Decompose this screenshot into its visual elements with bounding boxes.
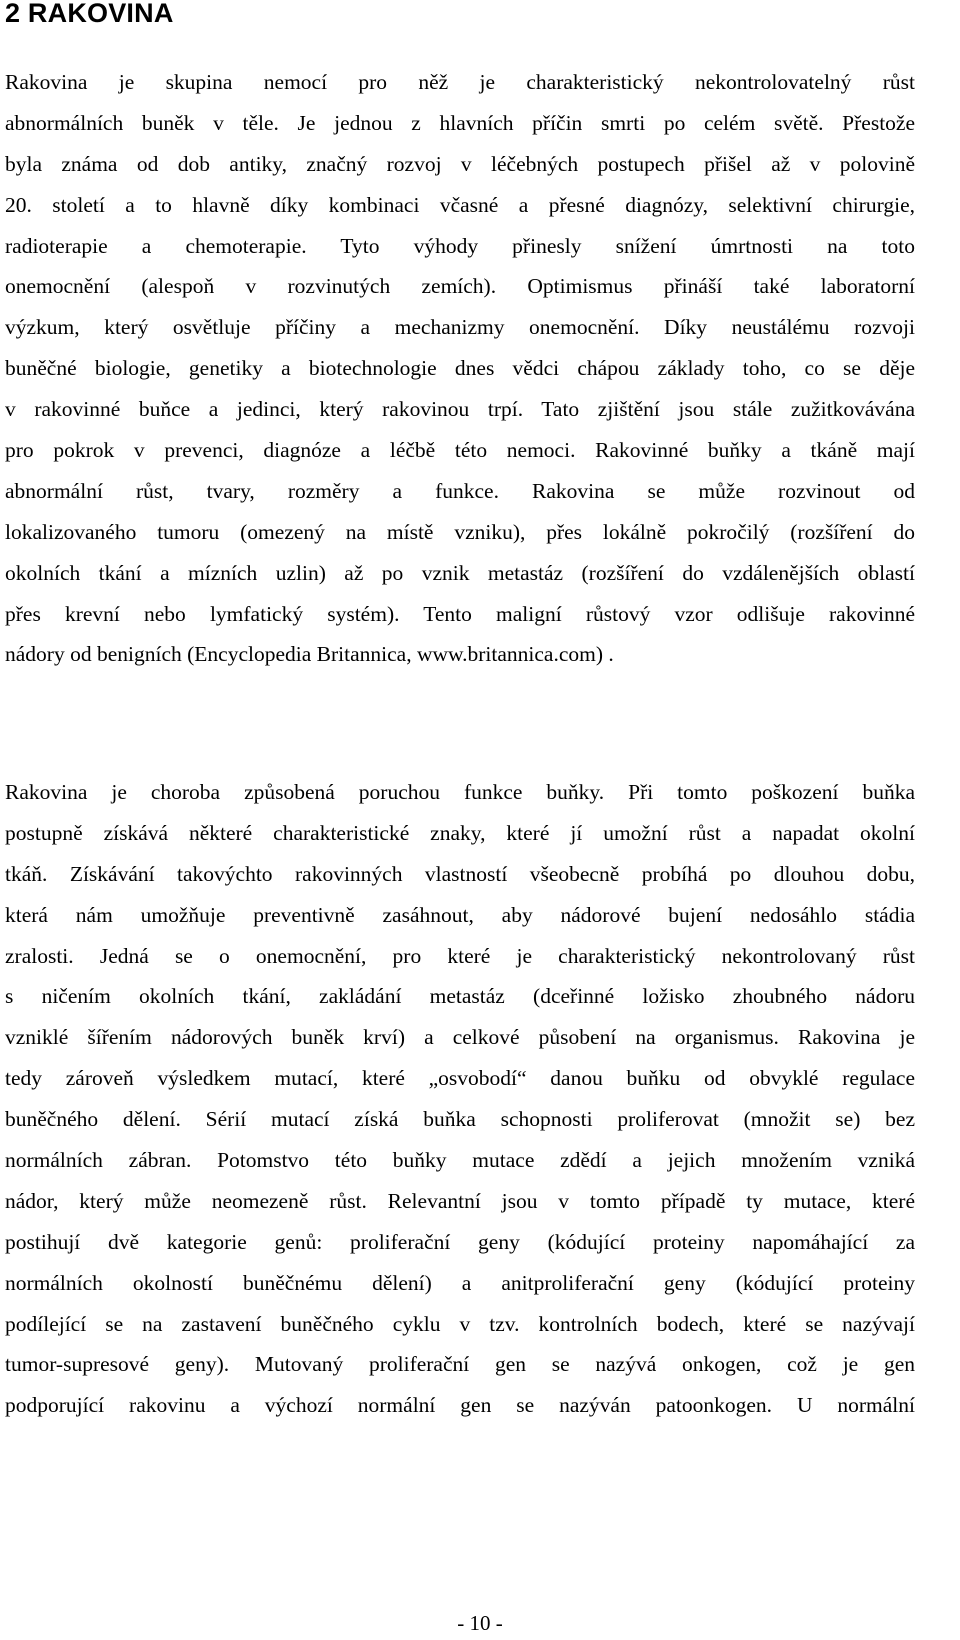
text-line: postupně získává některé charakteristické znaky, které jí umožní růst a napadat okolní (5, 820, 915, 845)
text-line: v rakovinné buňce a jedinci, který rakovinou trpí. Tato zjištění jsou stále zužitkovávána (5, 397, 915, 422)
paragraph-1 (5, 66, 915, 679)
text-line: nádory od benigních (Encyclopedia Britannica, www.britannica.com) . (5, 642, 614, 667)
text-line: postihují dvě kategorie genů: proliferační geny (kódující proteiny napomáhající za (5, 1229, 915, 1254)
text-line: normálních zábran. Potomstvo této buňky mutace zdědí a jejich množením vzniká (5, 1148, 915, 1173)
text-line: buněčného dělení. Sérií mutací získá buňka schopnosti proliferovat (množit se) bez (5, 1107, 915, 1132)
text-line: přes krevní nebo lymfatický systém). Tento maligní růstový vzor odlišuje rakovinné (5, 601, 915, 626)
text-line: podporující rakovinu a výchozí normální gen se nazýván patoonkogen. U normální (5, 1393, 915, 1418)
chapter-heading: 2 RAKOVINA (5, 0, 174, 28)
text-line: onemocnění (alespoň v rozvinutých zemích). Optimismus přináší také laboratorní (5, 274, 915, 299)
text-line: byla známa od dob antiky, značný rozvoj v léčebných postupech přišel až v polovině (5, 151, 915, 176)
text-line: abnormální růst, tvary, rozměry a funkce. Rakovina se může rozvinout od (5, 478, 915, 503)
text-line: tedy zároveň výsledkem mutací, které „osvobodí“ danou buňku od obvyklé regulace (5, 1066, 915, 1091)
text-line: abnormálních buněk v těle. Je jednou z hlavních příčin smrti po celém světě. Přestože (5, 110, 915, 135)
text-line: zralosti. Jedná se o onemocnění, pro které je charakteristický nekontrolovaný růst (5, 943, 915, 968)
text-line: buněčné biologie, genetiky a biotechnologie dnes vědci chápou základy toho, co se děje (5, 356, 915, 381)
text-line: Rakovina je skupina nemocí pro něž je charakteristický nekontrolovatelný růst (5, 70, 915, 94)
text-line: Rakovina je choroba způsobená poruchou funkce buňky. Při tomto poškození buňka (5, 780, 915, 804)
text-line: nádor, který může neomezeně růst. Relevantní jsou v tomto případě ty mutace, které (5, 1188, 915, 1213)
text-line: tumor-supresové geny). Mutovaný proliferační gen se nazývá onkogen, což je gen (5, 1352, 915, 1377)
text-line: 20. století a to hlavně díky kombinaci včasné a přesné diagnózy, selektivní chirurgie, (5, 192, 915, 217)
text-line: radioterapie a chemoterapie. Tyto výhody přinesly snížení úmrtnosti na toto (5, 233, 915, 258)
paragraph-2 (5, 776, 915, 1430)
text-line: s ničením okolních tkání, zakládání metastáz (dceřinné ložisko zhoubného nádoru (5, 984, 915, 1009)
text-line: vzniklé šířením nádorových buněk krví) a celkové působení na organismus. Rakovina je (5, 1025, 915, 1050)
text-line: okolních tkání a mízních uzlin) až po vznik metastáz (rozšíření do vzdálenějších oblastí (5, 560, 915, 585)
text-line: která nám umožňuje preventivně zasáhnout, aby nádorové bujení nedosáhlo stádia (5, 902, 915, 927)
text-line: tkáň. Získávání takovýchto rakovinných vlastností všeobecně probíhá po dlouhou dobu, (5, 861, 915, 886)
text-line: normálních okolností buněčnému dělení) a anitproliferační geny (kódující proteiny (5, 1270, 915, 1295)
text-line: lokalizovaného tumoru (omezený na místě vzniku), přes lokálně pokročilý (rozšíření do (5, 519, 915, 544)
page-number: - 10 - (457, 1611, 503, 1635)
text-line: podílející se na zastavení buněčného cyklu v tzv. kontrolních bodech, které se nazývají (5, 1311, 915, 1336)
text-line: výzkum, který osvětluje příčiny a mechanizmy onemocnění. Díky neustálému rozvoji (5, 315, 915, 340)
text-line: pro pokrok v prevenci, diagnóze a léčbě této nemoci. Rakovinné buňky a tkáně mají (5, 438, 915, 463)
